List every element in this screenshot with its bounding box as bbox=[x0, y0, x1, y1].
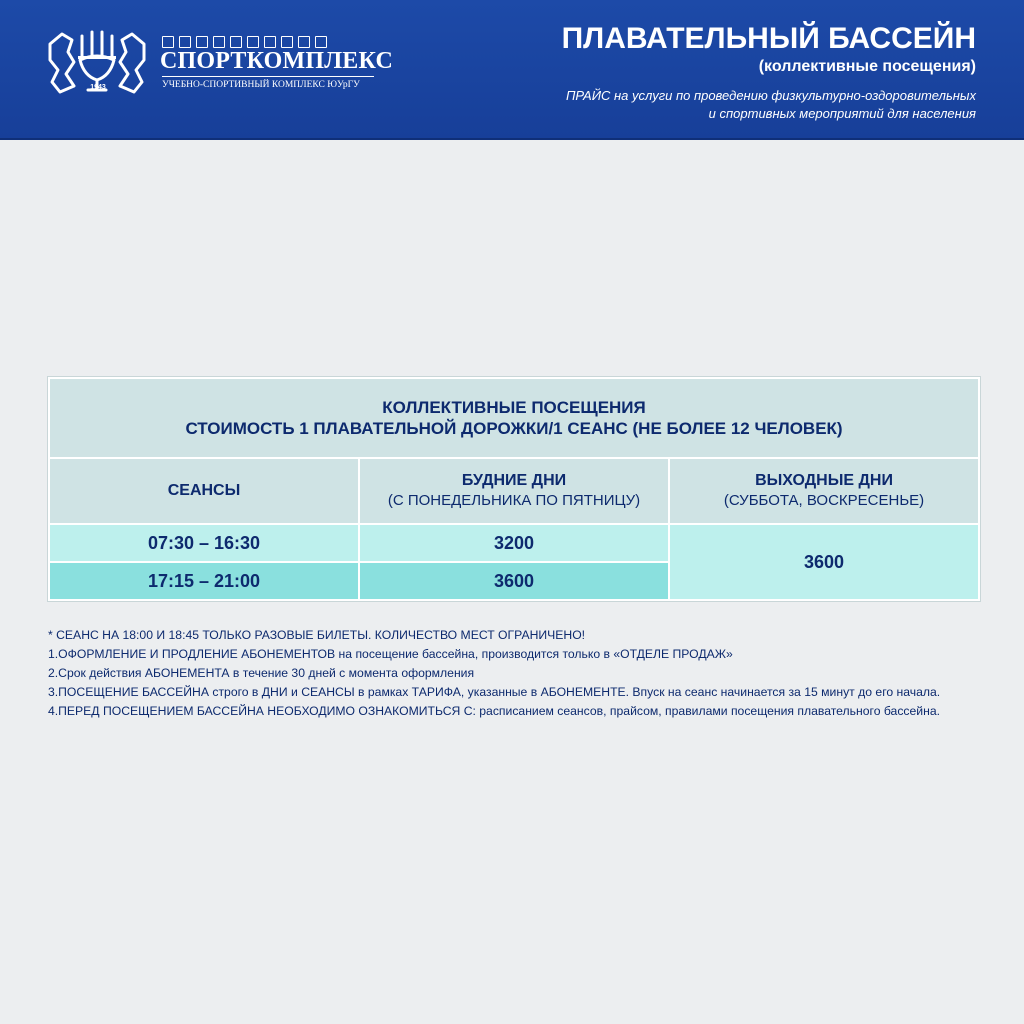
column-header-label: БУДНИЕ ДНИ bbox=[461, 472, 567, 489]
table-title-line: КОЛЛЕКТИВНЫЕ ПОСЕЩЕНИЯ bbox=[382, 398, 646, 417]
sport-icon bbox=[179, 36, 191, 48]
table-title-line: СТОИМОСТЬ 1 ПЛАВАТЕЛЬНОЙ ДОРОЖКИ/1 СЕАНС (НЕ БОЛЕЕ 12 ЧЕЛОВЕК) bbox=[185, 419, 843, 438]
description-line: и спортивных мероприятий для населения bbox=[708, 106, 976, 121]
sport-icon bbox=[264, 36, 276, 48]
column-header-weekdays bbox=[360, 459, 668, 523]
page-description bbox=[476, 87, 976, 123]
table-title bbox=[50, 379, 978, 457]
weekday-price-cell: 3200 bbox=[360, 525, 668, 561]
sport-icon bbox=[315, 36, 327, 48]
column-header-label: СЕАНСЫ bbox=[167, 482, 241, 499]
session-time-cell: 17:15 – 21:00 bbox=[50, 563, 358, 599]
weekday-price-cell: 3600 bbox=[360, 563, 668, 599]
note-item: * СЕАНС НА 18:00 И 18:45 ТОЛЬКО РАЗОВЫЕ БИЛЕТЫ. КОЛИЧЕСТВО МЕСТ ОГРАНИЧЕНО! bbox=[48, 628, 586, 642]
sport-icon bbox=[281, 36, 293, 48]
sport-icon bbox=[162, 36, 174, 48]
sport-icon bbox=[298, 36, 310, 48]
sport-icon bbox=[213, 36, 225, 48]
sport-icon bbox=[196, 36, 208, 48]
note-item: 3.ПОСЕЩЕНИЕ БАССЕЙНА строго в ДНИ и СЕАНСЫ в рамках ТАРИФА, указанные в АБОНЕМЕНТЕ. Впуск на сеанс начинается за 15 минут до его начала. bbox=[48, 685, 941, 699]
notes-list bbox=[48, 626, 988, 721]
sport-icons-row bbox=[162, 36, 327, 48]
logo-year: 1943 bbox=[90, 84, 106, 91]
brand-divider bbox=[162, 76, 374, 77]
column-header-label: ВЫХОДНЫЕ ДНИ bbox=[755, 472, 893, 489]
header-banner bbox=[0, 0, 1024, 140]
column-header-sublabel: (СУББОТА, ВОСКРЕСЕНЬЕ) bbox=[723, 492, 925, 509]
column-header-sublabel: (С ПОНЕДЕЛЬНИКА ПО ПЯТНИЦУ) bbox=[387, 492, 641, 509]
column-header-sessions bbox=[50, 459, 358, 523]
sport-icon bbox=[247, 36, 259, 48]
column-header-weekend bbox=[670, 459, 978, 523]
description-line: ПРАЙС на услуги по проведению физкультурно-оздоровительных bbox=[565, 88, 976, 103]
page-subtitle: (коллективные посещения) bbox=[758, 58, 976, 75]
sport-icon bbox=[230, 36, 242, 48]
page-title: ПЛАВАТЕЛЬНЫЙ БАССЕЙН bbox=[561, 22, 976, 55]
brand-subtitle: УЧЕБНО-СПОРТИВНЫЙ КОМПЛЕКС ЮУрГУ bbox=[162, 80, 360, 90]
note-item: 1.ОФОРМЛЕНИЕ И ПРОДЛЕНИЕ АБОНЕМЕНТОВ на посещение бассейна, производится только в «ОТДЕЛЕ ПРОДАЖ» bbox=[48, 647, 733, 661]
brand-name: СПОРТКОМПЛЕКС bbox=[160, 48, 394, 74]
note-item: 4.ПЕРЕД ПОСЕЩЕНИЕМ БАССЕЙНА НЕОБХОДИМО ОЗНАКОМИТЬСЯ С: расписанием сеансов, прайсом, правилами посещения плавательного бассейна. bbox=[48, 704, 940, 718]
session-time-cell: 07:30 – 16:30 bbox=[50, 525, 358, 561]
weekend-price-cell: 3600 bbox=[670, 525, 978, 599]
table-row bbox=[50, 525, 978, 561]
note-item: 2.Срок действия АБОНЕМЕНТА в течение 30 дней с момента оформления bbox=[48, 666, 475, 680]
price-table bbox=[47, 376, 981, 602]
